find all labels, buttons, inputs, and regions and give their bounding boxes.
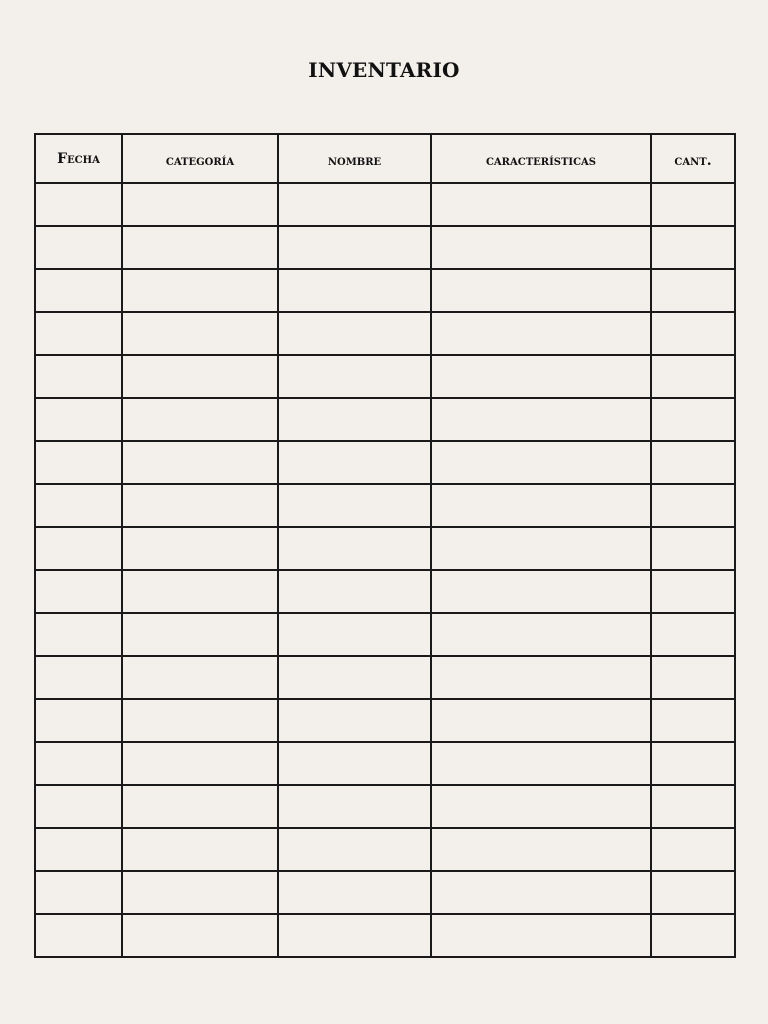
- cell-categoria: [122, 570, 278, 613]
- cell-caracteristicas: [431, 656, 651, 699]
- table-row: [35, 312, 735, 355]
- table-row: [35, 828, 735, 871]
- cell-nombre: [278, 871, 431, 914]
- table-row: [35, 226, 735, 269]
- cell-fecha: [35, 656, 122, 699]
- cell-fecha: [35, 570, 122, 613]
- cell-categoria: [122, 914, 278, 957]
- cell-fecha: [35, 355, 122, 398]
- cell-categoria: [122, 355, 278, 398]
- inventory-table: [34, 133, 736, 958]
- cell-nombre: [278, 398, 431, 441]
- table-row: [35, 742, 735, 785]
- cell-cant: [651, 527, 735, 570]
- cell-nombre: [278, 656, 431, 699]
- cell-cant: [651, 312, 735, 355]
- cell-caracteristicas: [431, 484, 651, 527]
- cell-fecha: [35, 441, 122, 484]
- table-row: [35, 699, 735, 742]
- cell-categoria: [122, 441, 278, 484]
- cell-caracteristicas: [431, 355, 651, 398]
- cell-caracteristicas: [431, 914, 651, 957]
- cell-categoria: [122, 699, 278, 742]
- table-row: [35, 613, 735, 656]
- table-row: [35, 398, 735, 441]
- cell-cant: [651, 613, 735, 656]
- cell-categoria: [122, 269, 278, 312]
- cell-categoria: [122, 226, 278, 269]
- cell-fecha: [35, 226, 122, 269]
- table-row: [35, 570, 735, 613]
- cell-fecha: [35, 871, 122, 914]
- table-row: [35, 527, 735, 570]
- cell-fecha: [35, 398, 122, 441]
- table-row: [35, 785, 735, 828]
- column-header-fecha: Fecha: [35, 134, 122, 183]
- cell-nombre: [278, 183, 431, 226]
- cell-caracteristicas: [431, 183, 651, 226]
- column-header-nombre: nombre: [278, 134, 431, 183]
- cell-fecha: [35, 699, 122, 742]
- cell-cant: [651, 570, 735, 613]
- cell-cant: [651, 914, 735, 957]
- cell-nombre: [278, 355, 431, 398]
- cell-categoria: [122, 656, 278, 699]
- cell-fecha: [35, 484, 122, 527]
- table-row: [35, 183, 735, 226]
- cell-categoria: [122, 742, 278, 785]
- cell-cant: [651, 828, 735, 871]
- header-row: [35, 134, 735, 183]
- cell-nombre: [278, 828, 431, 871]
- cell-caracteristicas: [431, 527, 651, 570]
- column-header-caracteristicas: características: [431, 134, 651, 183]
- cell-nombre: [278, 269, 431, 312]
- cell-categoria: [122, 312, 278, 355]
- cell-cant: [651, 656, 735, 699]
- table-row: [35, 656, 735, 699]
- cell-caracteristicas: [431, 441, 651, 484]
- cell-cant: [651, 355, 735, 398]
- cell-cant: [651, 785, 735, 828]
- cell-cant: [651, 742, 735, 785]
- table-row: [35, 355, 735, 398]
- cell-cant: [651, 484, 735, 527]
- column-header-cant: cant.: [651, 134, 735, 183]
- table-row: [35, 914, 735, 957]
- cell-cant: [651, 871, 735, 914]
- cell-caracteristicas: [431, 742, 651, 785]
- cell-caracteristicas: [431, 398, 651, 441]
- cell-nombre: [278, 613, 431, 656]
- cell-nombre: [278, 742, 431, 785]
- cell-nombre: [278, 441, 431, 484]
- table-row: [35, 484, 735, 527]
- cell-fecha: [35, 785, 122, 828]
- table-body: [35, 183, 735, 957]
- cell-nombre: [278, 484, 431, 527]
- cell-categoria: [122, 183, 278, 226]
- table-row: [35, 871, 735, 914]
- cell-categoria: [122, 484, 278, 527]
- cell-caracteristicas: [431, 871, 651, 914]
- cell-caracteristicas: [431, 613, 651, 656]
- table-row: [35, 269, 735, 312]
- cell-categoria: [122, 828, 278, 871]
- cell-caracteristicas: [431, 828, 651, 871]
- cell-caracteristicas: [431, 312, 651, 355]
- cell-caracteristicas: [431, 699, 651, 742]
- cell-cant: [651, 398, 735, 441]
- cell-categoria: [122, 871, 278, 914]
- cell-caracteristicas: [431, 570, 651, 613]
- cell-fecha: [35, 613, 122, 656]
- cell-nombre: [278, 699, 431, 742]
- column-header-categoria: categoría: [122, 134, 278, 183]
- table-row: [35, 441, 735, 484]
- cell-nombre: [278, 914, 431, 957]
- cell-cant: [651, 699, 735, 742]
- cell-caracteristicas: [431, 785, 651, 828]
- cell-cant: [651, 226, 735, 269]
- cell-cant: [651, 183, 735, 226]
- cell-categoria: [122, 613, 278, 656]
- cell-categoria: [122, 398, 278, 441]
- cell-nombre: [278, 226, 431, 269]
- cell-fecha: [35, 183, 122, 226]
- cell-nombre: [278, 785, 431, 828]
- cell-fecha: [35, 828, 122, 871]
- cell-fecha: [35, 527, 122, 570]
- cell-caracteristicas: [431, 269, 651, 312]
- cell-nombre: [278, 527, 431, 570]
- cell-fecha: [35, 312, 122, 355]
- cell-caracteristicas: [431, 226, 651, 269]
- cell-cant: [651, 269, 735, 312]
- cell-fecha: [35, 742, 122, 785]
- cell-categoria: [122, 785, 278, 828]
- cell-cant: [651, 441, 735, 484]
- page-title: INVENTARIO: [308, 58, 460, 82]
- cell-fecha: [35, 914, 122, 957]
- cell-fecha: [35, 269, 122, 312]
- cell-categoria: [122, 527, 278, 570]
- cell-nombre: [278, 570, 431, 613]
- cell-nombre: [278, 312, 431, 355]
